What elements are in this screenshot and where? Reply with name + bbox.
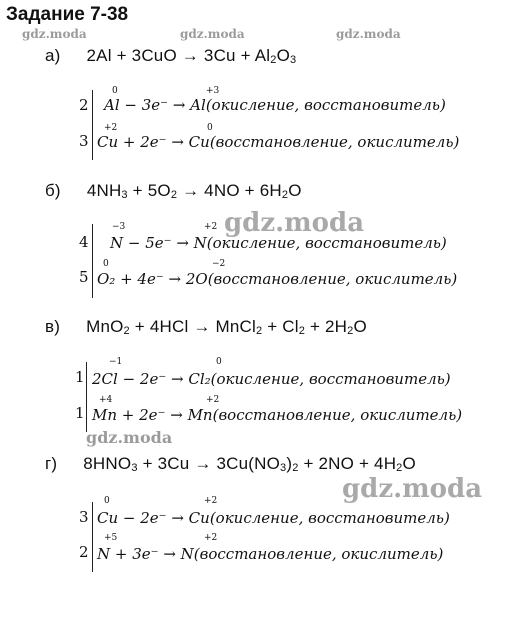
task-marker: в) (45, 317, 61, 336)
oxidation-state: 0 (103, 259, 109, 269)
oxidation-state: −1 (109, 357, 123, 367)
coefficient: 1 (75, 368, 85, 386)
oxidation-state: +2 (206, 395, 220, 405)
half-reaction: Cu + 2e⁻ → Cu(восстановление, окислитель) (97, 133, 460, 151)
watermark: gdz.moda (180, 27, 245, 41)
oxidation-state: 0 (112, 86, 118, 96)
oxidation-state: 0 (216, 357, 222, 367)
balance-bar (92, 224, 93, 298)
coefficient: 2 (79, 96, 89, 114)
oxidation-state: 0 (104, 496, 110, 506)
balance-bar (92, 90, 93, 160)
oxidation-state: +5 (104, 533, 118, 543)
balance-bar (92, 502, 93, 572)
watermark: gdz.moda (224, 208, 365, 238)
half-reaction: N + 3e⁻ → N(восстановление, окислитель) (97, 545, 444, 563)
oxidation-state: +3 (206, 86, 220, 96)
half-reaction: Cu − 2e⁻ → Cu(окисление, восстановитель) (97, 509, 450, 527)
coefficient: 2 (79, 543, 89, 561)
oxidation-state: +2 (204, 496, 218, 506)
oxidation-state: +2 (204, 533, 218, 543)
coefficient: 3 (79, 132, 89, 150)
oxidation-state: −3 (112, 222, 126, 232)
half-reaction: O₂ + 4e⁻ → 2O(восстановление, окислитель) (97, 270, 458, 288)
half-reaction: 2Cl − 2e⁻ → Cl₂(окисление, восстановитель) (92, 370, 451, 388)
task-marker: г) (45, 454, 58, 473)
task-marker: б) (45, 181, 61, 200)
half-reaction: N − 5e⁻ → N(окисление, восстановитель) (110, 234, 447, 252)
watermark: gdz.moda (22, 27, 87, 41)
coefficient: 4 (79, 233, 89, 251)
task-a-equation: а) $2Al + 3CuO \to 3Cu + Al_2O_3$ (45, 46, 297, 66)
oxidation-state: 0 (207, 123, 213, 133)
task-v-equation: в) MnO$_2$ + 4HCl → MnCl$_2$ + $Cl_2 + 2H_2O$ (45, 317, 367, 337)
coefficient: 5 (79, 268, 89, 286)
page-title: Задание 7-38 (6, 4, 129, 25)
watermark: gdz.moda (336, 27, 401, 41)
oxidation-state: +2 (104, 123, 118, 133)
watermark: gdz.moda (86, 428, 173, 447)
half-reaction: Mn + 2e⁻ → Mn(восстановление, окислитель) (92, 406, 463, 424)
half-reaction: Al − 3e⁻ → Al(окисление, восстановитель) (104, 96, 446, 114)
watermark: gdz.moda (342, 474, 483, 504)
balance-bar (86, 362, 87, 432)
coefficient: 1 (75, 404, 85, 422)
oxidation-state: −2 (212, 259, 226, 269)
oxidation-state: +2 (204, 222, 218, 232)
coefficient: 3 (79, 508, 89, 526)
oxidation-state: +4 (99, 395, 113, 405)
task-g-equation: г) $8HNO_3 + 3Cu \to 3Cu(NO_3)_2 + 2NO + 4H_2O$ (45, 454, 416, 474)
task-marker: а) (45, 46, 61, 65)
task-b-equation: б) $4NH_3 + 5O_2 \to 4NO + 6H_2O$ (45, 181, 302, 201)
